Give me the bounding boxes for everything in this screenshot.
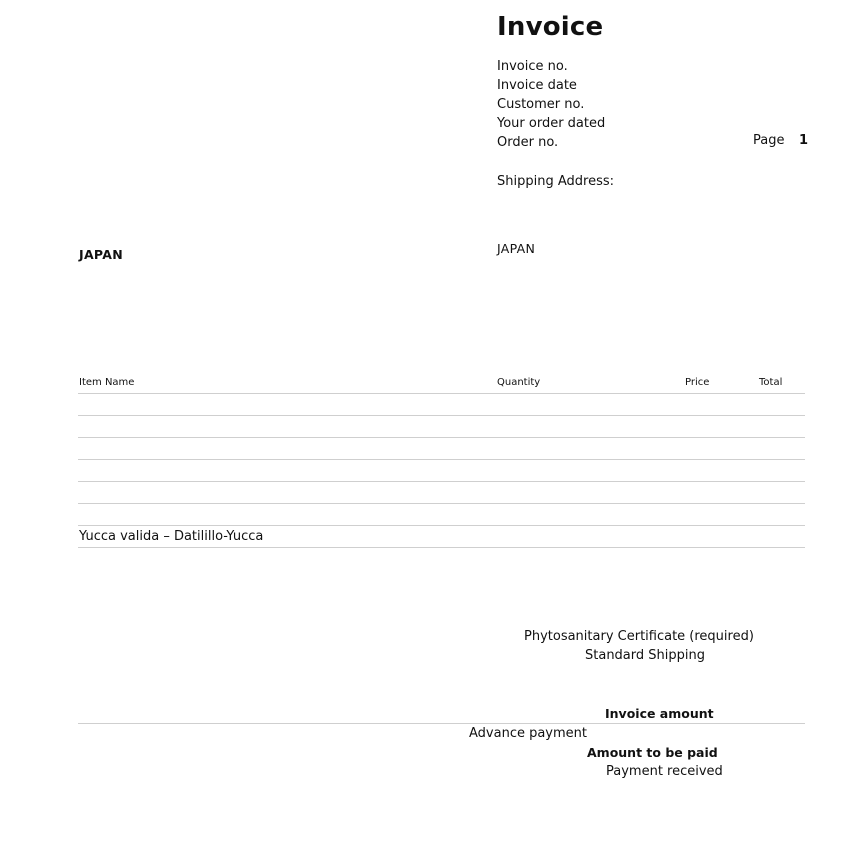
order-number-label: Order no. <box>497 135 559 150</box>
table-divider <box>78 437 805 438</box>
table-divider <box>78 481 805 482</box>
table-divider <box>78 547 805 548</box>
summary-divider <box>78 723 805 724</box>
shipping-address-label: Shipping Address: <box>497 174 614 189</box>
invoice-date-label: Invoice date <box>497 78 577 93</box>
shipping-method-line: Standard Shipping <box>585 648 705 663</box>
column-header-item: Item Name <box>79 377 135 388</box>
invoice-number-label: Invoice no. <box>497 59 568 74</box>
phytosanitary-certificate-line: Phytosanitary Certificate (required) <box>524 629 754 644</box>
amount-to-be-paid-label: Amount to be paid <box>587 745 718 760</box>
invoice-title: Invoice <box>497 12 604 42</box>
table-divider <box>78 459 805 460</box>
billing-country: JAPAN <box>79 247 123 262</box>
table-divider <box>78 503 805 504</box>
order-dated-label: Your order dated <box>497 116 606 131</box>
column-header-total: Total <box>759 377 783 388</box>
shipping-country: JAPAN <box>497 241 536 256</box>
table-divider <box>78 393 805 394</box>
column-header-price: Price <box>685 377 710 388</box>
page-label: Page <box>753 133 785 148</box>
payment-received-label: Payment received <box>606 764 723 779</box>
customer-number-label: Customer no. <box>497 97 585 112</box>
table-divider <box>78 525 805 526</box>
invoice-amount-label: Invoice amount <box>605 706 714 721</box>
table-divider <box>78 415 805 416</box>
page-number: 1 <box>799 133 809 148</box>
column-header-quantity: Quantity <box>497 377 541 388</box>
advance-payment-label: Advance payment <box>469 726 588 741</box>
table-row-item-name: Yucca valida – Datilillo-Yucca <box>79 529 264 544</box>
